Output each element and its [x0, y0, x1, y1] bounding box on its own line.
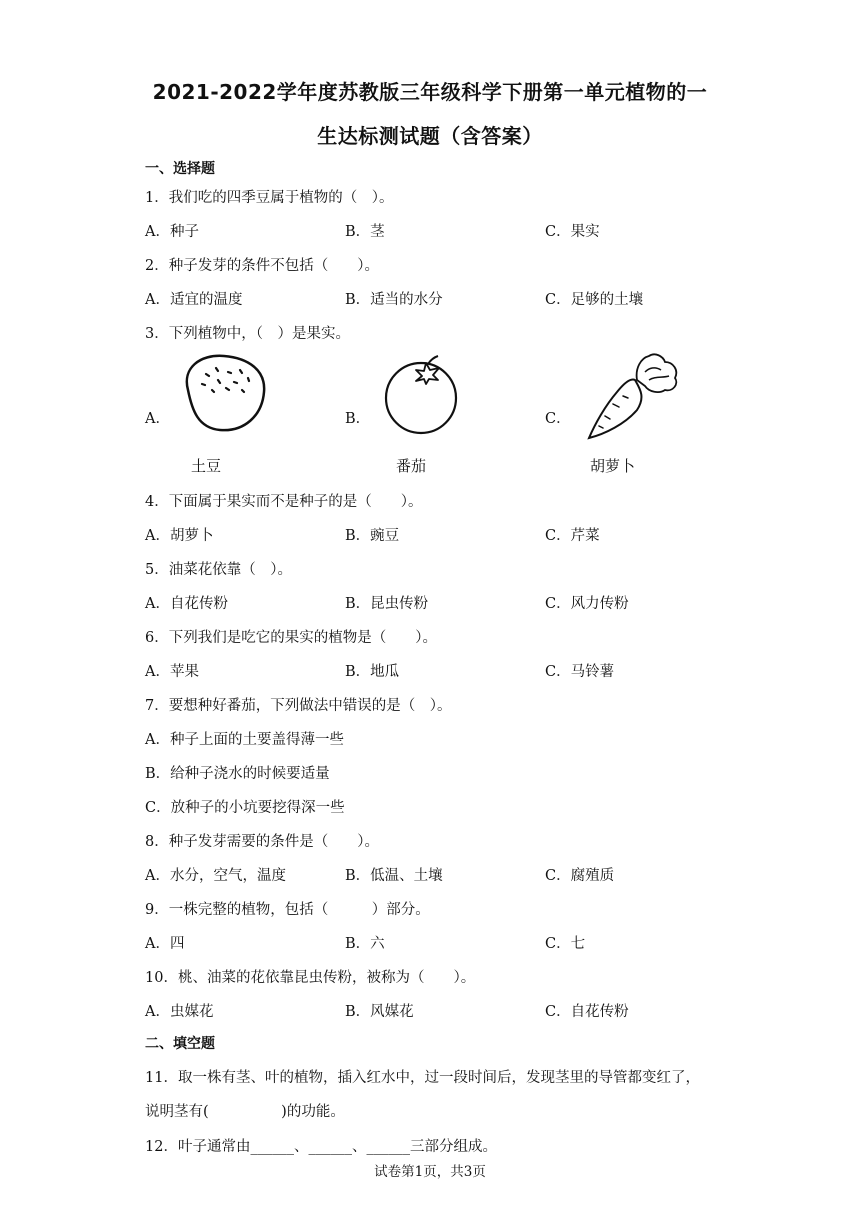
q10-option-b: B．风媒花 — [345, 1004, 414, 1020]
q6-option-b: B．地瓜 — [345, 664, 400, 680]
q9-option-b: B．六 — [345, 936, 385, 952]
question-12: 12．叶子通常由______、______、______三部分组成。 — [145, 1139, 497, 1155]
q9-option-a: A．四 — [145, 936, 185, 952]
q2-option-c: C．足够的土壤 — [545, 292, 644, 308]
caption-carrot: 胡萝卜 — [590, 457, 636, 475]
question-9: 9．一株完整的植物，包括（ ）部分。 — [145, 902, 430, 918]
title-line-1: 2021-2022学年度苏教版三年级科学下册第一单元植物的一 — [152, 80, 708, 104]
section-heading-choice: 一、选择题 — [145, 161, 215, 177]
caption-potato: 土豆 — [191, 457, 222, 475]
question-1: 1．我们吃的四季豆属于植物的（ ）。 — [145, 190, 394, 206]
q1-option-a: A．种子 — [145, 224, 199, 240]
potato-image — [178, 350, 270, 434]
carrot-image — [583, 350, 683, 440]
question-10: 10．桃、油菜的花依靠昆虫传粉，被称为（ ）。 — [145, 970, 476, 986]
q5-option-b: B．昆虫传粉 — [345, 596, 429, 612]
question-4: 4．下面属于果实而不是种子的是（ ）。 — [145, 494, 423, 510]
q3-option-a: A． — [145, 411, 170, 427]
q5-option-c: C．风力传粉 — [545, 596, 629, 612]
q8-option-c: C．腐殖质 — [545, 868, 615, 884]
question-11-line-1: 11．取一株有茎、叶的植物，插入红水中，过一段时间后，发现茎里的导管都变红了， — [145, 1070, 700, 1086]
question-6: 6．下列我们是吃它的果实的植物是（ ）。 — [145, 630, 437, 646]
q1-option-b: B．茎 — [345, 224, 385, 240]
q4-option-a: A．胡萝卜 — [145, 528, 214, 544]
q1-option-c: C．果实 — [545, 224, 600, 240]
q4-option-c: C．芹菜 — [545, 528, 600, 544]
q8-option-b: B．低温、土壤 — [345, 868, 443, 884]
q7-option-a: A．种子上面的土要盖得薄一些 — [145, 732, 344, 748]
q4-option-b: B．豌豆 — [345, 528, 400, 544]
q10-option-a: A．虫媒花 — [145, 1004, 214, 1020]
q3-option-b: B． — [345, 411, 371, 427]
title-line-2: 生达标测试题（含答案） — [317, 124, 543, 148]
tomato-image — [382, 352, 462, 436]
q8-option-a: A．水分，空气，温度 — [145, 868, 286, 884]
question-2: 2．种子发芽的条件不包括（ ）。 — [145, 258, 379, 274]
q6-option-c: C．马铃薯 — [545, 664, 615, 680]
q10-option-c: C．自花传粉 — [545, 1004, 629, 1020]
question-8: 8．种子发芽需要的条件是（ ）。 — [145, 834, 379, 850]
section-heading-fill: 二、填空题 — [145, 1036, 215, 1052]
question-5: 5．油菜花依靠（ ）。 — [145, 562, 292, 578]
page-footer: 试卷第1页，共3页 — [374, 1164, 486, 1180]
caption-tomato: 番茄 — [396, 457, 427, 475]
q2-option-a: A．适宜的温度 — [145, 292, 243, 308]
question-7: 7．要想种好番茄，下列做法中错误的是（ ）。 — [145, 698, 452, 714]
question-11-line-2: 说明茎有( )的功能。 — [145, 1104, 345, 1120]
q7-option-c: C．放种子的小坑要挖得深一些 — [145, 800, 345, 816]
q9-option-c: C．七 — [545, 936, 586, 952]
q5-option-a: A．自花传粉 — [145, 596, 228, 612]
q6-option-a: A．苹果 — [145, 664, 199, 680]
q7-option-b: B．给种子浇水的时候要适量 — [145, 766, 330, 782]
question-3: 3．下列植物中，（ ）是果实。 — [145, 326, 350, 342]
q3-option-c: C． — [545, 411, 571, 427]
q2-option-b: B．适当的水分 — [345, 292, 443, 308]
